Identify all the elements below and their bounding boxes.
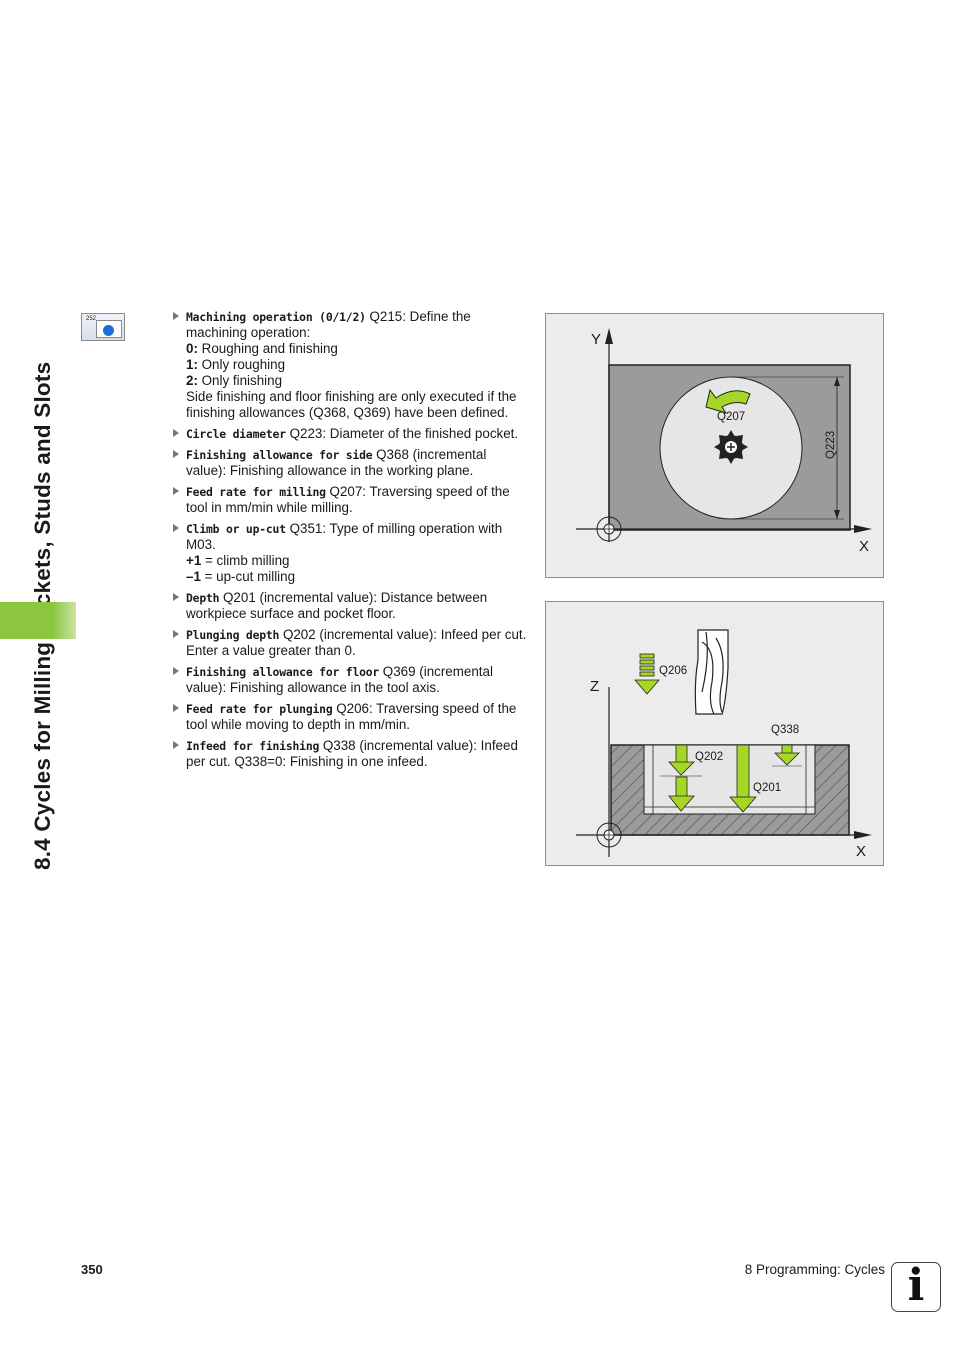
option-text: Side finishing and floor finishing are only executed if the finishing allowances (Q368, Q369) have been defined. bbox=[186, 389, 517, 420]
parameter-name: Feed rate for plunging bbox=[186, 702, 333, 716]
axis-label-x-bottom: X bbox=[856, 843, 867, 860]
bullet-arrow-icon bbox=[173, 429, 179, 437]
axis-label-z: Z bbox=[590, 678, 600, 695]
parameter-option bbox=[186, 389, 528, 421]
circular-pocket-cycle-icon bbox=[81, 313, 125, 341]
option-text: Roughing and finishing bbox=[197, 341, 338, 356]
label-q223: Q223 bbox=[825, 430, 837, 459]
x-axis-arrowhead bbox=[854, 525, 872, 533]
option-text: = up-cut milling bbox=[200, 569, 296, 584]
parameter-description: Q201 (incremental value): Distance between workpiece surface and pocket floor. bbox=[186, 590, 488, 621]
footer-chapter: 8 Programming: Cycles bbox=[744, 1262, 885, 1277]
chapter-tab-marker bbox=[0, 602, 76, 639]
parameter-name: Machining operation (0/1/2) bbox=[186, 310, 366, 324]
parameter-option bbox=[186, 553, 528, 569]
parameter-name: Feed rate for milling bbox=[186, 485, 326, 499]
parameter-option bbox=[186, 569, 528, 585]
label-q338: Q338 bbox=[771, 724, 800, 736]
end-mill-icon bbox=[695, 630, 728, 714]
parameter-description: Q207: Traversing speed of the tool in mm/min while milling. bbox=[186, 484, 510, 515]
parameter-item bbox=[172, 521, 528, 585]
figure-xz-section bbox=[545, 601, 884, 866]
section-title bbox=[28, 300, 58, 870]
label-q206: Q206 bbox=[659, 665, 688, 677]
parameter-description: Q223: Diameter of the finished pocket. bbox=[285, 426, 519, 441]
parameter-item bbox=[172, 664, 528, 696]
option-key: +1 bbox=[186, 553, 202, 568]
label-q202: Q202 bbox=[695, 751, 724, 763]
info-icon bbox=[891, 1262, 941, 1312]
bullet-arrow-icon bbox=[173, 667, 179, 675]
parameter-option bbox=[186, 357, 528, 373]
parameter-description: Q206: Traversing speed of the tool while moving to depth in mm/min. bbox=[186, 701, 517, 732]
parameter-item bbox=[172, 484, 528, 516]
x-axis-arrowhead-bottom bbox=[854, 831, 872, 839]
info-glyph: i bbox=[907, 1260, 925, 1311]
parameter-item bbox=[172, 701, 528, 733]
milling-cutter-icon bbox=[714, 430, 748, 464]
parameter-name: Finishing allowance for side bbox=[186, 448, 373, 462]
cycle-icon-circle bbox=[103, 325, 114, 336]
parameter-item bbox=[172, 309, 528, 421]
option-key: –1 bbox=[186, 569, 201, 584]
parameter-description: Q368 (incremental value): Finishing allowance in the working plane. bbox=[186, 447, 487, 478]
parameter-description: Q369 (incremental value): Finishing allowance in the tool axis. bbox=[186, 664, 493, 695]
bullet-arrow-icon bbox=[173, 741, 179, 749]
bullet-arrow-icon bbox=[173, 524, 179, 532]
y-axis-arrowhead bbox=[605, 328, 613, 344]
axis-label-x: X bbox=[859, 538, 870, 555]
option-text: Only finishing bbox=[197, 373, 283, 388]
parameter-item bbox=[172, 426, 528, 442]
label-q207: Q207 bbox=[717, 411, 746, 423]
figure-xy-plane bbox=[545, 313, 884, 578]
option-key: 1: bbox=[186, 357, 198, 372]
option-key: 0: bbox=[186, 341, 198, 356]
bullet-arrow-icon bbox=[173, 450, 179, 458]
parameter-name: Finishing allowance for floor bbox=[186, 665, 380, 679]
bullet-arrow-icon bbox=[173, 593, 179, 601]
option-text: = climb milling bbox=[201, 553, 290, 568]
option-key: 2: bbox=[186, 373, 198, 388]
parameter-name: Infeed for finishing bbox=[186, 739, 320, 753]
parameter-item bbox=[172, 447, 528, 479]
cycle-number: 252 bbox=[86, 316, 97, 322]
parameter-option bbox=[186, 341, 528, 357]
parameter-item bbox=[172, 738, 528, 770]
parameter-name: Depth bbox=[186, 591, 220, 605]
parameter-item bbox=[172, 590, 528, 622]
parameter-list bbox=[172, 309, 528, 775]
label-q201: Q201 bbox=[753, 782, 782, 794]
parameter-item bbox=[172, 627, 528, 659]
xz-section-diagram bbox=[546, 602, 885, 867]
option-text: Only roughing bbox=[197, 357, 286, 372]
bullet-arrow-icon bbox=[173, 312, 179, 320]
parameter-description: Q215: Define the machining operation: bbox=[186, 309, 471, 340]
parameter-name: Climb or up-cut bbox=[186, 522, 286, 536]
feed-arrow-q206 bbox=[635, 654, 659, 694]
parameter-name: Plunging depth bbox=[186, 628, 280, 642]
bullet-arrow-icon bbox=[173, 487, 179, 495]
bullet-arrow-icon bbox=[173, 630, 179, 638]
parameter-name: Circle diameter bbox=[186, 427, 286, 441]
bullet-arrow-icon bbox=[173, 704, 179, 712]
page-number: 350 bbox=[81, 1262, 103, 1277]
parameter-description: Q338 (incremental value): Infeed per cut. Q338=0: Finishing in one infeed. bbox=[186, 738, 518, 769]
axis-label-y: Y bbox=[591, 331, 602, 348]
parameter-description: Q202 (incremental value): Infeed per cut. Enter a value greater than 0. bbox=[186, 627, 527, 658]
parameter-description: Q351: Type of milling operation with M03. bbox=[186, 521, 503, 552]
parameter-option bbox=[186, 373, 528, 389]
